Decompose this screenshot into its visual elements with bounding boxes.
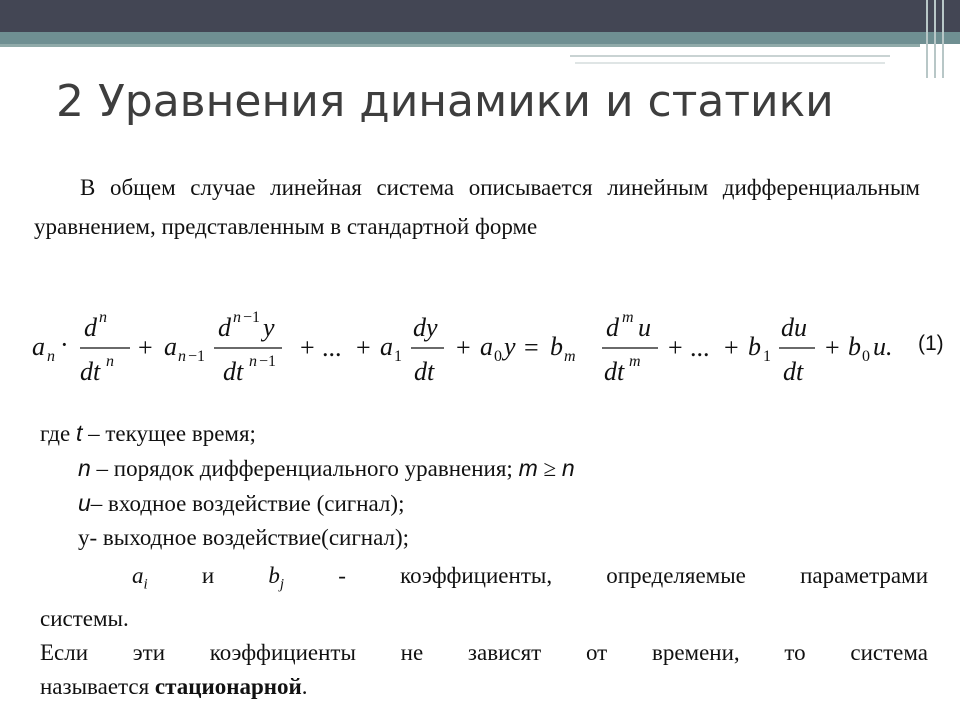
svg-text:...: ... xyxy=(322,333,342,362)
svg-text:+: + xyxy=(138,333,153,362)
svg-text:·: · xyxy=(60,330,69,359)
def-coefficients-cont: системы. xyxy=(40,605,129,631)
svg-text:d: d xyxy=(218,313,231,342)
svg-text:+: + xyxy=(456,333,471,362)
def-y: y- выходное воздействие(сигнал); xyxy=(78,525,410,550)
svg-text:y: y xyxy=(504,332,516,361)
svg-text:dy: dy xyxy=(413,313,438,342)
svg-text:b: b xyxy=(748,332,761,361)
svg-text:n: n xyxy=(249,353,257,370)
svg-text:u: u xyxy=(638,313,651,342)
def-t: где t – текущее время; xyxy=(40,420,256,446)
decor-line xyxy=(570,55,890,57)
svg-text:+: + xyxy=(668,333,683,362)
svg-text:1: 1 xyxy=(763,348,771,365)
svg-text:dt: dt xyxy=(414,357,435,386)
decor-line xyxy=(575,62,885,64)
svg-text:a: a xyxy=(164,332,177,361)
svg-text:a: a xyxy=(480,332,493,361)
svg-text:n: n xyxy=(99,309,107,326)
definitions-block xyxy=(40,416,928,704)
svg-text:+: + xyxy=(724,333,739,362)
svg-text:+: + xyxy=(300,333,315,362)
svg-text:n: n xyxy=(106,353,114,370)
stationary-sentence: Если эти коэффициенты не зависят от времени, то система xyxy=(40,639,928,665)
svg-text:y: y xyxy=(263,313,275,342)
equation-number: (1) xyxy=(918,332,944,355)
svg-text:dt: dt xyxy=(783,357,804,386)
svg-text:−1: −1 xyxy=(243,309,261,326)
svg-text:dt: dt xyxy=(80,357,101,386)
svg-text:n: n xyxy=(47,348,55,365)
intro-paragraph xyxy=(34,168,920,246)
top-bar xyxy=(0,0,960,32)
svg-text:d: d xyxy=(606,313,619,342)
slide-title: 2 Уравнения динамики и статики xyxy=(56,76,834,127)
svg-text:−1: −1 xyxy=(259,353,277,370)
svg-text:a: a xyxy=(380,332,393,361)
svg-text:dt: dt xyxy=(223,357,244,386)
stationary-sentence-end: называется стационарной. xyxy=(40,673,308,699)
svg-text:du: du xyxy=(781,313,807,342)
corner-decoration xyxy=(920,0,960,80)
svg-text:+: + xyxy=(356,333,371,362)
svg-text:d: d xyxy=(84,313,97,342)
teal-band xyxy=(0,32,960,44)
svg-text:n: n xyxy=(178,348,186,365)
svg-text:m: m xyxy=(629,353,641,370)
def-n: n – порядок дифференциального уравнения; m ≥ n xyxy=(78,455,575,481)
def-u: u– входное воздействие (сигнал); xyxy=(78,490,405,516)
svg-text:dt: dt xyxy=(604,357,625,386)
svg-text:b: b xyxy=(550,332,563,361)
svg-text:=: = xyxy=(524,333,539,362)
svg-text:1: 1 xyxy=(394,348,402,365)
svg-text:n: n xyxy=(233,309,241,326)
svg-text:0: 0 xyxy=(494,348,502,365)
teal-stripe xyxy=(0,44,920,47)
svg-text:0: 0 xyxy=(862,348,870,365)
svg-text:...: ... xyxy=(690,333,710,362)
def-coefficients: $a_i$ и $b_j$ - коэффициенты, определяемые параметрами xyxy=(132,563,928,593)
svg-text:−1: −1 xyxy=(188,348,206,365)
intro-text: В общем случае линейная система описывается линейным дифференциальным уравнением, представленным в стандартной форме xyxy=(34,175,920,239)
svg-text:b: b xyxy=(848,332,861,361)
svg-text:a: a xyxy=(32,332,45,361)
differential-equation xyxy=(28,300,938,395)
svg-text:+: + xyxy=(825,333,840,362)
svg-text:m: m xyxy=(622,309,634,326)
stationary-term: стационарной xyxy=(154,673,302,699)
svg-text:u.: u. xyxy=(873,332,893,361)
svg-text:m: m xyxy=(564,348,576,365)
